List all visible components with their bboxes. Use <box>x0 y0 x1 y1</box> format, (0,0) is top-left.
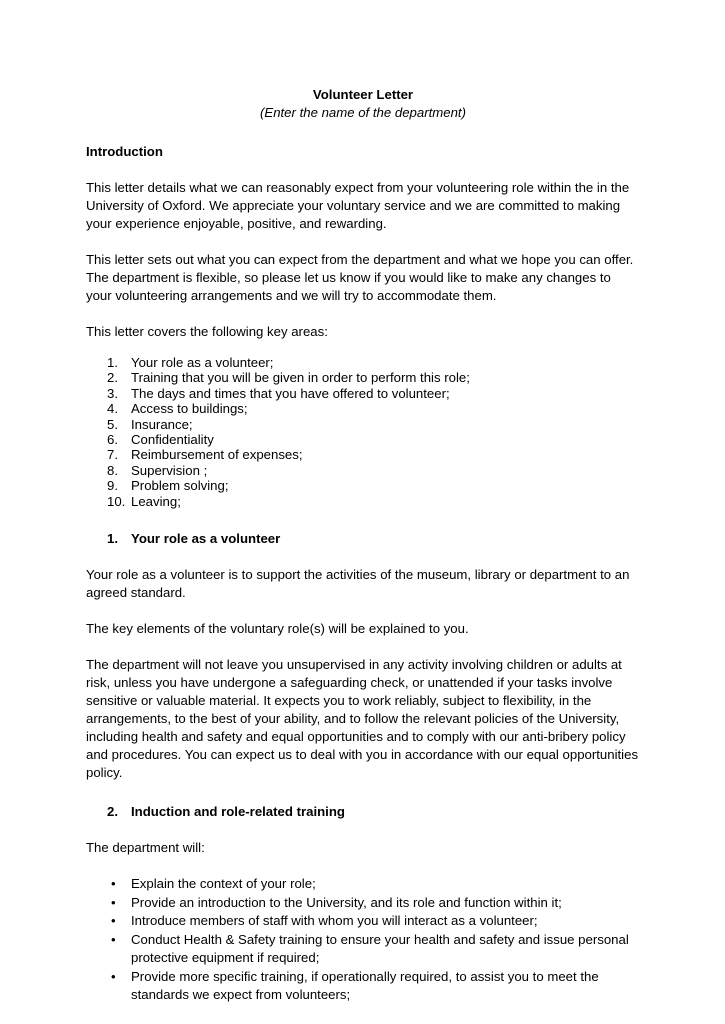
section-1-number: 1. <box>107 531 118 547</box>
section-2-title: Induction and role-related training <box>131 804 345 820</box>
list-item-number: 8. <box>107 462 118 478</box>
list-item-number: 7. <box>107 447 118 463</box>
list-item <box>86 386 640 401</box>
section-2-heading <box>86 803 640 821</box>
list-item-label: Access to buildings; <box>131 401 248 417</box>
introduction-heading: Introduction <box>86 144 163 159</box>
bullet-icon: • <box>111 968 116 984</box>
introduction-paragraph-2: This letter sets out what you can expect from the department and what we hope you can offer. The department is flexible, so please let us know if you would like to make any changes to your volunteering arrangements and we will try to accommodate them. <box>86 252 634 303</box>
bullet-icon: • <box>111 876 116 892</box>
list-item <box>86 417 640 432</box>
list-item-label: Introduce members of staff with whom you will interact as a volunteer; <box>131 913 538 929</box>
list-item-label: Reimbursement of expenses; <box>131 447 303 463</box>
document-body <box>86 86 640 1005</box>
list-item-label: The days and times that you have offered to volunteer; <box>131 385 450 401</box>
list-item-number: 2. <box>107 370 118 386</box>
list-item <box>86 494 640 509</box>
list-item-number: 1. <box>107 355 118 370</box>
list-item <box>86 912 640 931</box>
list-item <box>86 401 640 416</box>
list-item-label: Your role as a volunteer; <box>131 355 274 370</box>
list-item-number: 6. <box>107 432 118 448</box>
document-title: Volunteer Letter <box>312 87 414 102</box>
section-1-heading <box>86 530 640 548</box>
list-item-number: 9. <box>107 478 118 494</box>
list-item-number: 10. <box>107 493 126 509</box>
list-item <box>86 370 640 385</box>
list-item-label: Provide an introduction to the University, and its role and function within it; <box>131 894 562 910</box>
list-item <box>86 463 640 478</box>
bullet-icon: • <box>111 894 116 910</box>
list-item <box>86 875 640 894</box>
list-item-number: 5. <box>107 416 118 432</box>
list-item <box>86 432 640 447</box>
list-item-number: 3. <box>107 385 118 401</box>
bullet-icon: • <box>111 931 116 947</box>
list-item <box>86 968 640 1005</box>
list-item-number: 4. <box>107 401 118 417</box>
section-1-paragraph-1: Your role as a volunteer is to support the activities of the museum, library or department to an agreed standard. <box>86 567 630 601</box>
section-1-paragraph-2: The key elements of the voluntary role(s) will be explained to you. <box>86 621 469 637</box>
section-1-paragraph-3: The department will not leave you unsupervised in any activity involving children or adults at risk, unless you have undergone a safeguarding check, or unattended if your tasks involve sensitive or valuable material. It expects you to work reliably, subject to flexibility, in the arrangements, to the best of your ability, and to follow the relevant policies of the University, including health and safety and equal opportunities and to comply with our anti-bribery policy and procedures. You can expect us to deal with you in accordance with our equal opportunities policy. <box>86 657 639 781</box>
list-item-label: Insurance; <box>131 416 193 432</box>
document-subtitle: (Enter the name of the department) <box>260 105 466 120</box>
introduction-paragraph-1: This letter details what we can reasonably expect from your volunteering role within the in the University of Oxford. We appreciate your voluntary service and we are committed to making your experience enjoyable, positive, and rewarding. <box>86 180 630 231</box>
key-areas-lead-in: This letter covers the following key areas: <box>86 324 328 339</box>
list-item-label: Provide more specific training, if operationally required, to assist you to meet the standards we expect from volunteers; <box>131 968 599 1003</box>
list-item <box>86 478 640 493</box>
section-1-title: Your role as a volunteer <box>131 531 281 547</box>
section-2-number: 2. <box>107 804 118 820</box>
list-item-label: Problem solving; <box>131 478 229 494</box>
bullet-icon: • <box>111 913 116 929</box>
section-2-lead-in: The department will: <box>86 840 205 856</box>
list-item-label: Explain the context of your role; <box>131 876 316 892</box>
list-item-label: Leaving; <box>131 493 181 509</box>
list-item <box>86 355 640 370</box>
section-2-bullet-list <box>86 875 640 1005</box>
list-item-label: Conduct Health & Safety training to ensure your health and safety and issue personal protective equipment if required; <box>131 931 629 966</box>
list-item-label: Confidentiality <box>131 432 214 448</box>
list-item-label: Training that you will be given in order to perform this role; <box>131 370 470 386</box>
list-item <box>86 931 640 968</box>
list-item <box>86 447 640 462</box>
list-item-label: Supervision ; <box>131 462 208 478</box>
key-areas-list <box>86 355 640 509</box>
list-item <box>86 894 640 913</box>
